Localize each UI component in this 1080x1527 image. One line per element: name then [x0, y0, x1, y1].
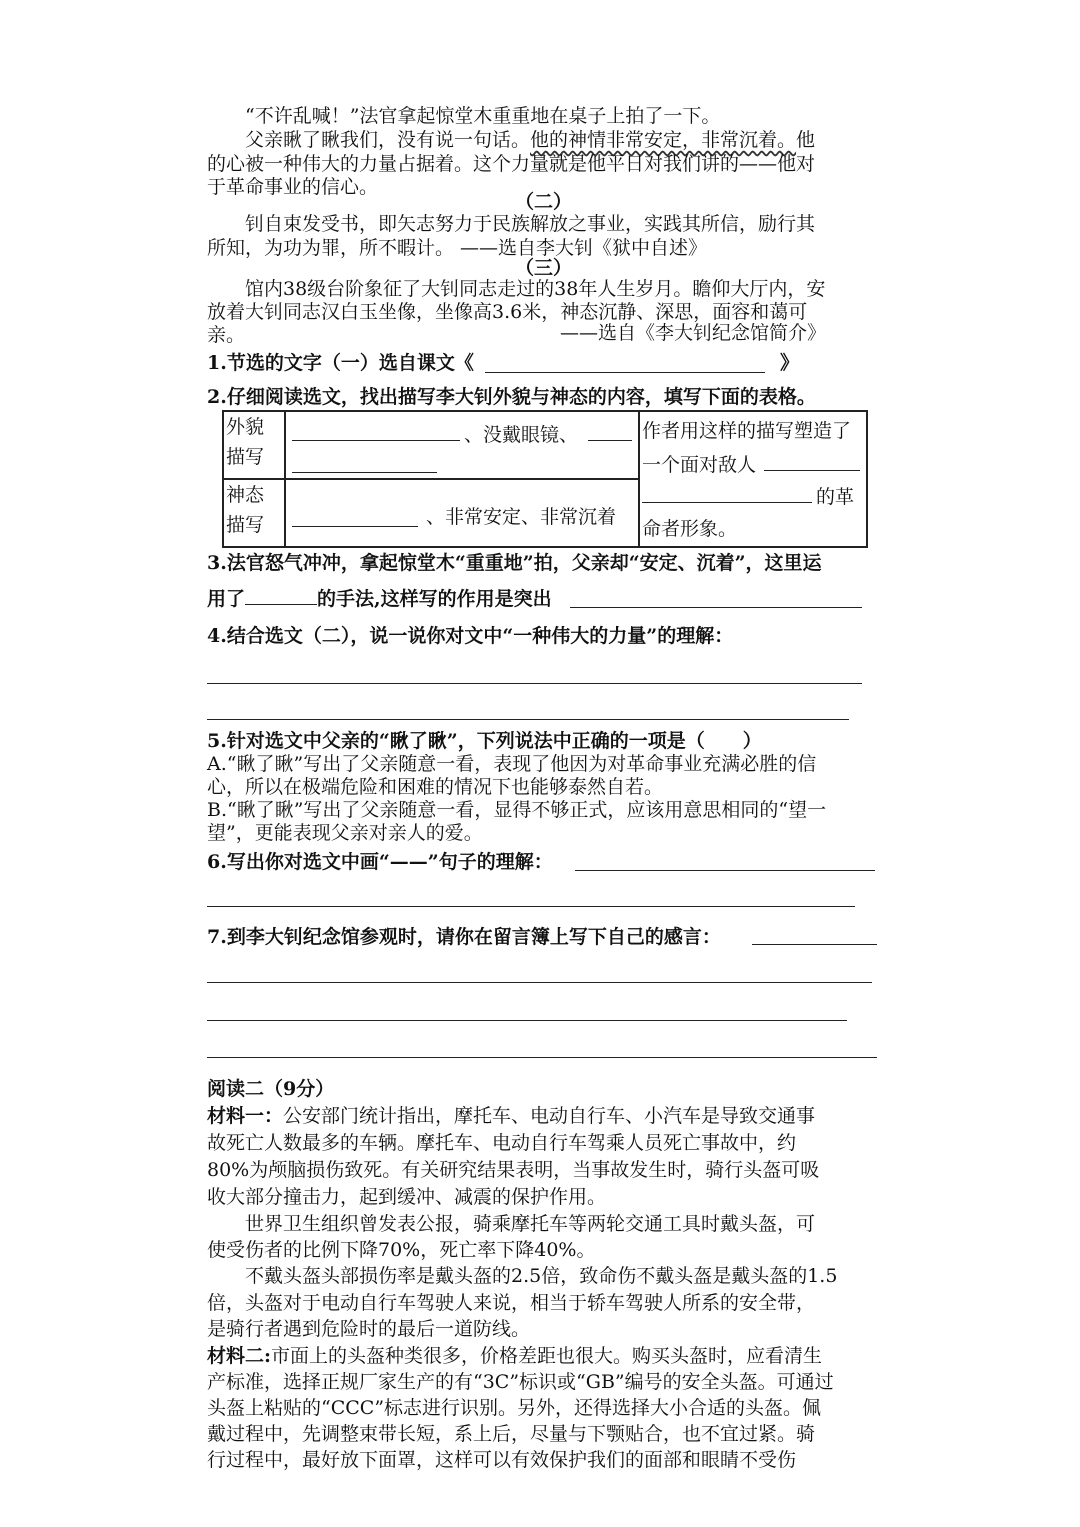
answer-line[interactable]	[292, 440, 460, 441]
option-b-cont: 望”，更能表现父亲对亲人的爱。	[207, 822, 483, 844]
material-line: 倍，头盔对于电动自行车驾驶人来说，相当于轿车驾驶人所系的安全带，	[207, 1292, 816, 1314]
reading2-title: 阅读二（9分）	[207, 1078, 335, 1100]
question-3-line2: 用了 的手法,这样写的作用是突出	[207, 588, 552, 610]
material-line: 材料一：公安部门统计指出，摩托车、电动自行车、小汽车是导致交通事	[207, 1105, 816, 1127]
answer-line[interactable]	[207, 683, 862, 684]
option-a: A.“瞅了瞅”写出了父亲随意一看，表现了他因为对革命事业充满必胜的信	[207, 753, 817, 775]
passage-line: 馆内38级台阶象征了大钊同志走过的38年人生岁月。瞻仰大厅内，安	[245, 278, 826, 300]
passage-line: 放着大钊同志汉白玉坐像，坐像高3.6米，神态沉静、深思，面容和蔼可	[207, 301, 808, 323]
answer-line[interactable]	[292, 472, 437, 473]
material-1-label: 材料一：	[207, 1105, 284, 1127]
table-text: 一个面对敌人	[642, 454, 757, 476]
answer-line[interactable]	[588, 440, 632, 441]
option-b: B.“瞅了瞅”写出了父亲随意一看，显得不够正式，应该用意思相同的“望一	[207, 799, 827, 821]
question-7: 7.到李大钊纪念馆参观时，请你在留言簿上写下自己的感言：	[207, 926, 721, 948]
option-a-cont: 心，所以在极端危险和困难的情况下也能够泰然自若。	[207, 776, 664, 798]
section-heading: （三）	[515, 257, 573, 279]
material-line: 故死亡人数最多的车辆。摩托车、电动自行车驾乘人员死亡事故中，约	[207, 1132, 797, 1154]
passage-text: 他	[796, 129, 816, 151]
material-line: 收大部分撞击力，起到缓冲、减震的保护作用。	[207, 1186, 607, 1208]
material-line: 头盔上粘贴的“CCC”标志进行识别。另外，还得选择大小合适的头盔。佩	[207, 1397, 822, 1419]
material-line: 行过程中，最好放下面罩，这样可以有效保护我们的面部和眼睛不受伤	[207, 1449, 797, 1471]
material-line: 是骑行者遇到危险时的最后一道防线。	[207, 1318, 531, 1340]
question-4: 4.结合选文（二），说一说你对文中“一种伟大的力量”的理解：	[207, 625, 734, 647]
answer-line[interactable]	[207, 906, 855, 907]
material-line: 80%为颅脑损伤致死。有关研究结果表明，当事故发生时，骑行头盔可吸	[207, 1159, 820, 1181]
table-text: 作者用这样的描写塑造了	[642, 420, 852, 442]
table-cell-summary	[639, 411, 867, 547]
answer-line[interactable]	[642, 502, 812, 503]
table-cell-demeanor	[285, 479, 639, 547]
answer-line[interactable]	[752, 944, 877, 945]
table-text: 、没戴眼镜、	[464, 424, 579, 446]
passage-line: 的心被一种伟大的力量占据着。这个力量就是他平日对我们讲的——他对	[207, 153, 816, 175]
passage-source: ——选自《李大钊纪念馆简介》	[560, 322, 827, 344]
passage-line: 钊自束发受书，即矢志努力于民族解放之事业，实践其所信，励行其	[245, 213, 816, 235]
table-label-appearance: 外貌 描写	[223, 411, 285, 479]
answer-line[interactable]	[207, 982, 872, 983]
question-6: 6.写出你对选文中画“——”句子的理解：	[207, 851, 553, 873]
material-line: 不戴头盔头部损伤率是戴头盔的2.5倍，致命伤不戴头盔是戴头盔的1.5	[245, 1265, 838, 1287]
material-2-label: 材料二:	[207, 1345, 272, 1367]
question-5: 5.针对选文中父亲的“瞅了瞅”，下列说法中正确的一项是（ ）	[207, 730, 762, 752]
answer-line[interactable]	[575, 870, 875, 871]
section-heading: （二）	[515, 191, 573, 213]
answer-line[interactable]	[292, 526, 418, 527]
fill-table	[222, 410, 868, 548]
passage-line: 亲。	[207, 324, 246, 346]
table-text: 、非常安定、非常沉着	[426, 506, 617, 528]
material-line: 世界卫生组织曾发表公报，骑乘摩托车等两轮交通工具时戴头盔，可	[245, 1213, 816, 1235]
answer-line[interactable]	[485, 372, 765, 373]
question-3: 3.法官怒气冲冲，拿起惊堂木“重重地”拍，父亲却“安定、沉着”，这里运	[207, 552, 822, 574]
material-line: 戴过程中，先调整束带长短，系上后，尽量与下颚贴合，也不宜过紧。骑	[207, 1423, 816, 1445]
wavy-underlined-sentence: 他的神情非常安定，非常沉着。	[530, 129, 797, 151]
answer-line[interactable]	[764, 470, 860, 471]
table-text: 命者形象。	[642, 518, 738, 540]
table-label-demeanor: 神态 描写	[223, 479, 285, 547]
material-line: 产标准，选择正规厂家生产的有“3C”标识或“GB”编号的安全头盔。可通过	[207, 1371, 834, 1393]
passage-line	[245, 128, 815, 152]
table-cell-appearance	[285, 411, 639, 479]
answer-line[interactable]	[207, 1057, 877, 1058]
passage-line: 于革命事业的信心。	[207, 176, 379, 198]
material-line: 材料二:市面上的头盔种类很多，价格差距也很大。购买头盔时，应看清生	[207, 1345, 823, 1367]
material-line: 使受伤者的比例下降70%，死亡率下降40%。	[207, 1239, 596, 1261]
passage-text: 父亲瞅了瞅我们，没有说一句话。	[245, 129, 531, 151]
answer-line[interactable]	[207, 1020, 847, 1021]
passage-line: “不许乱喊！”法官拿起惊堂木重重地在桌子上拍了一下。	[245, 105, 721, 127]
question-1-end: 》	[780, 352, 800, 374]
table-text: 的革	[816, 486, 855, 508]
answer-blank[interactable]	[245, 586, 317, 605]
question-2: 2.仔细阅读选文，找出描写李大钊外貌与神态的内容，填写下面的表格。	[207, 386, 816, 408]
answer-line[interactable]	[570, 607, 862, 608]
question-1: 1.节选的文字（一）选自课文《	[207, 352, 474, 374]
answer-line[interactable]	[207, 719, 849, 720]
passage-line: 所知，为功为罪，所不暇计。 ——选自李大钊《狱中自述》	[207, 237, 708, 259]
